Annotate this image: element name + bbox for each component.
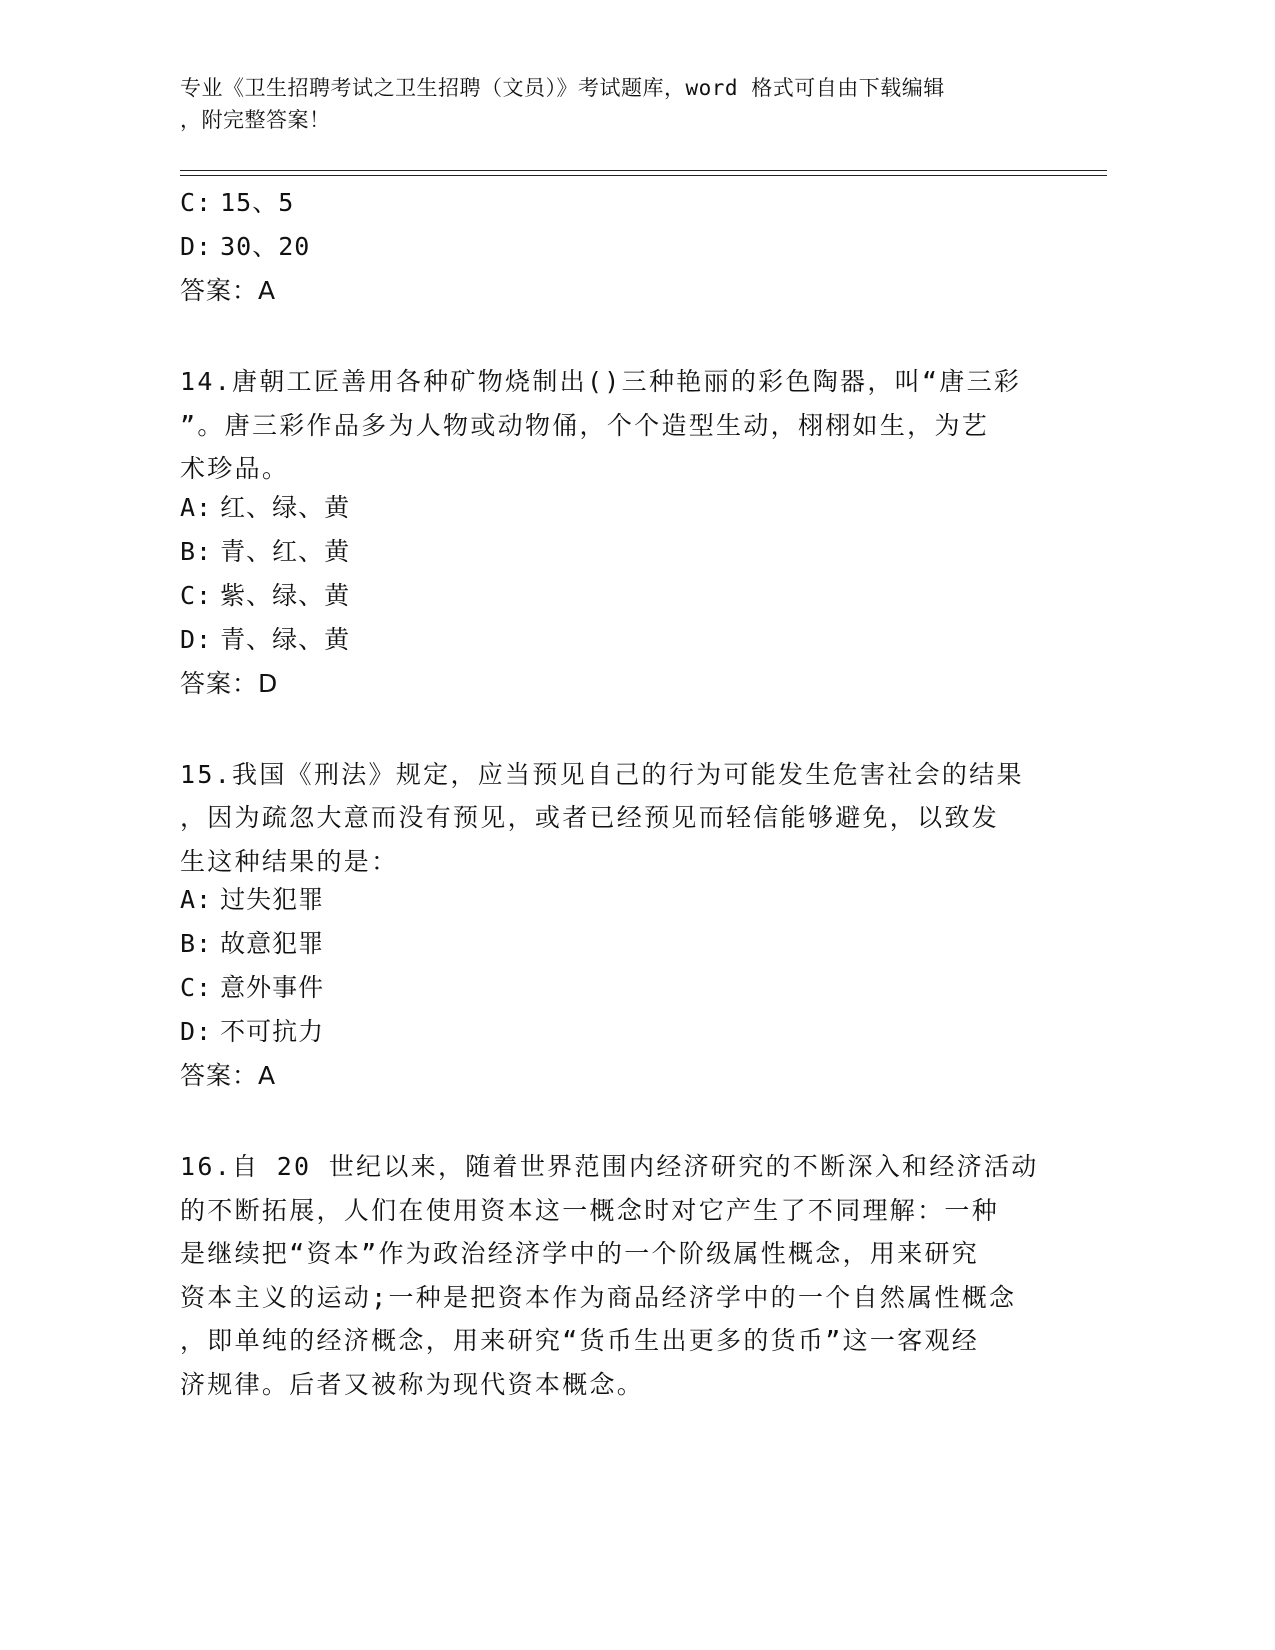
question-text bbox=[180, 1145, 1040, 1406]
option-text: 过失犯罪 bbox=[220, 885, 325, 914]
question-15-block bbox=[180, 753, 1040, 1104]
header-line-1: 专业《卫生招聘考试之卫生招聘（文员）》考试题库，word 格式可自由下载编辑 bbox=[180, 76, 945, 100]
option-text: 紫、绿、黄 bbox=[220, 580, 351, 610]
question-line: ”。唐三彩作品多为人物或动物俑，个个造型生动，栩栩如生，为艺 bbox=[180, 410, 990, 440]
option-text: 15、5 bbox=[220, 188, 295, 217]
question-line: ，即单纯的经济概念，用来研究“货币生出更多的货币”这一客观经 bbox=[180, 1326, 980, 1355]
question-line: 14.唐朝工匠善用各种矿物烧制出()三种艳丽的彩色陶器，叫“唐三彩 bbox=[180, 367, 1022, 396]
question-line: 生这种结果的是： bbox=[180, 846, 399, 876]
answer-line: 答案：A bbox=[180, 276, 277, 305]
option-a bbox=[180, 883, 1040, 927]
answer-line: 答案：D bbox=[180, 668, 279, 698]
option-text: 意外事件 bbox=[220, 973, 325, 1002]
question-text bbox=[180, 753, 1040, 884]
option-c bbox=[180, 579, 1040, 623]
option-b bbox=[180, 927, 1040, 971]
document-header bbox=[180, 72, 1040, 136]
option-text: 青、红、黄 bbox=[220, 536, 351, 566]
option-letter: A: bbox=[180, 492, 213, 522]
option-letter: D: bbox=[180, 624, 213, 654]
question-spacer bbox=[180, 1103, 1040, 1145]
option-text: 30、20 bbox=[220, 232, 311, 261]
option-letter: B: bbox=[180, 536, 213, 566]
option-c bbox=[180, 186, 1040, 230]
question-spacer bbox=[180, 711, 1040, 753]
option-c bbox=[180, 971, 1040, 1015]
document-body bbox=[180, 186, 1040, 1406]
question-16-block bbox=[180, 1145, 1040, 1406]
question-line: 是继续把“资本”作为政治经济学中的一个阶级属性概念，用来研究 bbox=[180, 1239, 980, 1268]
question-line: 资本主义的运动;一种是把资本作为商品经济学中的一个自然属性概念 bbox=[180, 1282, 1017, 1312]
option-d bbox=[180, 1015, 1040, 1059]
question-line: ，因为疏忽大意而没有预见，或者已经预见而轻信能够避免，以致发 bbox=[180, 803, 1000, 832]
option-text: 青、绿、黄 bbox=[220, 624, 351, 654]
header-divider-top bbox=[180, 170, 1107, 171]
header-divider-bottom bbox=[180, 175, 1107, 176]
question-line: 济规律。后者又被称为现代资本概念。 bbox=[180, 1369, 645, 1399]
question-14-block bbox=[180, 360, 1040, 711]
option-a bbox=[180, 491, 1040, 535]
option-text: 红、绿、黄 bbox=[220, 492, 351, 522]
option-letter: C: bbox=[180, 188, 213, 217]
option-d bbox=[180, 623, 1040, 667]
option-letter: C: bbox=[180, 580, 213, 610]
option-text: 故意犯罪 bbox=[220, 929, 325, 958]
question-line: 16.自 20 世纪以来，随着世界范围内经济研究的不断深入和经济活动 bbox=[180, 1152, 1039, 1181]
question-line: 的不断拓展，人们在使用资本这一概念时对它产生了不同理解：一种 bbox=[180, 1195, 1000, 1225]
header-line-2: ，附完整答案！ bbox=[180, 108, 331, 132]
answer-line: 答案：A bbox=[180, 1061, 277, 1090]
option-letter: C: bbox=[180, 973, 213, 1002]
option-letter: D: bbox=[180, 232, 213, 261]
question-spacer bbox=[180, 318, 1040, 360]
option-letter: A: bbox=[180, 885, 213, 914]
question-line: 术珍品。 bbox=[180, 454, 290, 483]
question-text bbox=[180, 360, 1040, 491]
question-line: 15.我国《刑法》规定，应当预见自己的行为可能发生危害社会的结果 bbox=[180, 759, 1024, 789]
option-d bbox=[180, 230, 1040, 274]
option-letter: B: bbox=[180, 929, 213, 958]
question-13-block bbox=[180, 186, 1040, 318]
option-letter: D: bbox=[180, 1017, 213, 1046]
option-b bbox=[180, 535, 1040, 579]
option-text: 不可抗力 bbox=[220, 1017, 325, 1046]
